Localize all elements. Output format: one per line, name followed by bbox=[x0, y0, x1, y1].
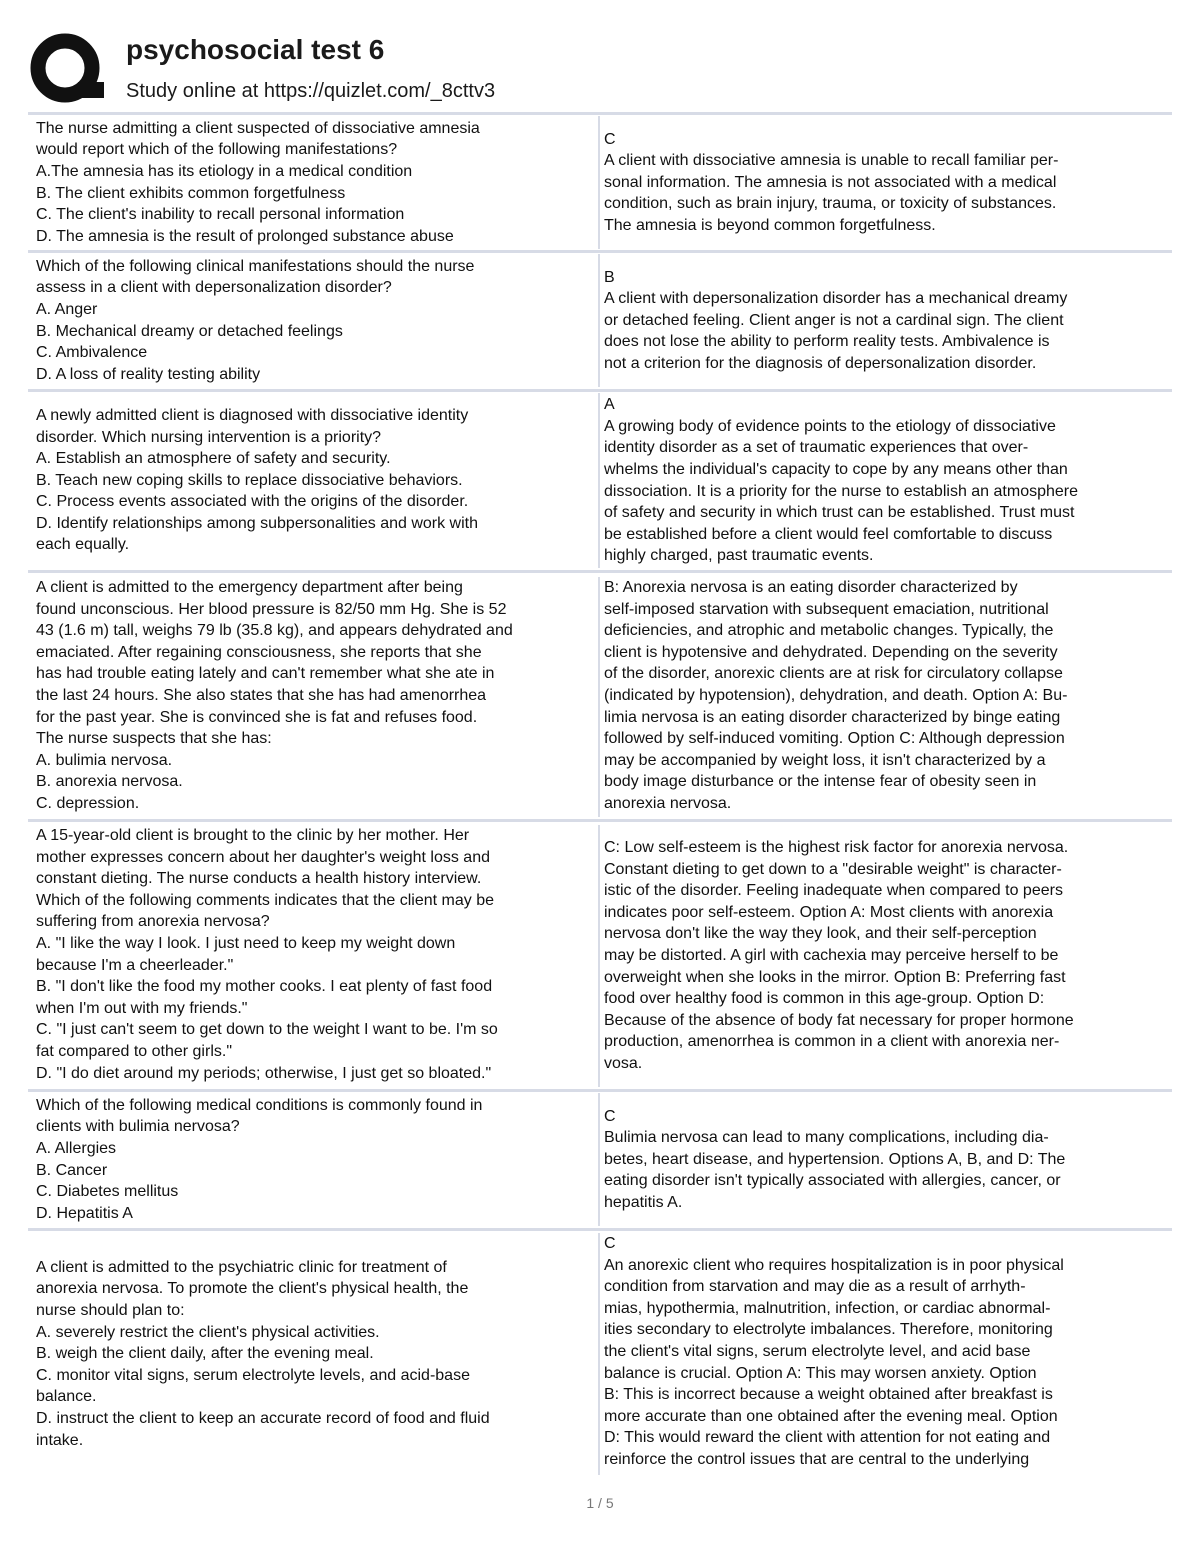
card-answer bbox=[604, 254, 1168, 387]
text-line: A bbox=[604, 396, 615, 414]
text-line: found unconscious. Her blood pressure is 82/50 mm Hg. She is 52 bbox=[36, 600, 507, 618]
text-line: Which of the following comments indicates that the client may be bbox=[36, 891, 494, 909]
text-line: A. Anger bbox=[36, 300, 98, 318]
text-line: C bbox=[604, 130, 616, 148]
card-question bbox=[36, 1093, 592, 1226]
text-line: condition from starvation and may die as a result of arrhyth- bbox=[604, 1278, 1026, 1296]
text-line: food over healthy food is common in this age-group. Option D: bbox=[604, 990, 1045, 1008]
card-answer bbox=[604, 393, 1168, 568]
text-line: followed by self-induced vomiting. Option C: Although depression bbox=[604, 730, 1065, 748]
text-line: of safety and security in which trust can be established. Trust must bbox=[604, 504, 1075, 522]
text-line: A client is admitted to the psychiatric clinic for treatment of bbox=[36, 1258, 447, 1276]
text-line: would report which of the following manifestations? bbox=[36, 141, 398, 159]
text-line: D. Hepatitis A bbox=[36, 1204, 133, 1222]
text-line: C. depression. bbox=[36, 794, 140, 812]
text-line: identity disorder as a set of traumatic experiences that over- bbox=[604, 439, 1029, 457]
text-line: client is hypotensive and dehydrated. Depending on the severity bbox=[604, 643, 1058, 661]
column-divider bbox=[598, 1093, 600, 1226]
flashcard bbox=[28, 1093, 1172, 1226]
text-line: be established before a client would feel comfortable to discuss bbox=[604, 525, 1053, 543]
flashcard bbox=[28, 577, 1172, 817]
text-line: more accurate than one obtained after the evening meal. Option bbox=[604, 1407, 1058, 1425]
text-line: because I'm a cheerleader." bbox=[36, 956, 234, 974]
column-divider bbox=[598, 393, 600, 568]
text-line: C. "I just can't seem to get down to the weight I want to be. I'm so bbox=[36, 1021, 498, 1039]
text-line: A client with depersonalization disorder has a mechanical dreamy bbox=[604, 290, 1068, 308]
page-number: 1 / 5 bbox=[586, 1495, 614, 1511]
text-line: suffering from anorexia nervosa? bbox=[36, 913, 270, 931]
text-line: D. A loss of reality testing ability bbox=[36, 365, 261, 383]
text-line: of the disorder, anorexic clients are at risk for circulatory collapse bbox=[604, 665, 1063, 683]
text-line: self-imposed starvation with subsequent emaciation, nutritional bbox=[604, 600, 1049, 618]
text-line: C. monitor vital signs, serum electrolyte levels, and acid-base bbox=[36, 1366, 470, 1384]
text-line: C. Ambivalence bbox=[36, 344, 148, 362]
divider bbox=[28, 1089, 1172, 1092]
text-line: A newly admitted client is diagnosed with dissociative identity bbox=[36, 406, 469, 424]
page-title: psychosocial test 6 bbox=[126, 34, 385, 65]
text-line: D. instruct the client to keep an accurate record of food and fluid bbox=[36, 1409, 490, 1427]
text-line: for the past year. She is convinced she is fat and refuses food. bbox=[36, 708, 478, 726]
column-divider bbox=[598, 254, 600, 387]
text-line: whelms the individual's capacity to cope by any means other than bbox=[604, 460, 1068, 478]
text-line: A growing body of evidence points to the etiology of dissociative bbox=[604, 417, 1056, 435]
text-line: production, amenorrhea is common in a client with anorexia ner- bbox=[604, 1033, 1060, 1051]
card-answer bbox=[604, 577, 1168, 817]
text-line: B. weigh the client daily, after the evening meal. bbox=[36, 1345, 374, 1363]
text-line: The amnesia is beyond common forgetfulness. bbox=[604, 216, 936, 234]
card-answer bbox=[604, 1233, 1168, 1475]
text-line: Bulimia nervosa can lead to many complications, including dia- bbox=[604, 1129, 1049, 1147]
text-line: A. "I like the way I look. I just need to keep my weight down bbox=[36, 934, 456, 952]
text-line: assess in a client with depersonalization disorder? bbox=[36, 279, 392, 297]
text-line: may be accompanied by weight loss, it isn't characterized by a bbox=[604, 751, 1046, 769]
text-line: (indicated by hypotension), dehydration, and death. Option A: Bu- bbox=[604, 686, 1068, 704]
text-line: anorexia nervosa. To promote the client's physical health, the bbox=[36, 1280, 469, 1298]
text-line: Constant dieting to get down to a "desirable weight" is character- bbox=[604, 860, 1062, 878]
divider bbox=[28, 389, 1172, 392]
text-line: highly charged, past traumatic events. bbox=[604, 547, 874, 565]
text-line: does not lose the ability to perform reality tests. Ambivalence is bbox=[604, 333, 1050, 351]
text-line: A. bulimia nervosa. bbox=[36, 751, 173, 769]
text-line: D. "I do diet around my periods; otherwise, I just get so bloated." bbox=[36, 1064, 492, 1082]
text-line: C. Diabetes mellitus bbox=[36, 1183, 179, 1201]
text-line: B. Teach new coping skills to replace dissociative behaviors. bbox=[36, 471, 463, 489]
text-line: indicates poor self-esteem. Option A: Most clients with anorexia bbox=[604, 903, 1054, 921]
card-question bbox=[36, 116, 592, 249]
text-line: when I'm out with my friends." bbox=[36, 999, 248, 1017]
text-line: balance. bbox=[36, 1388, 97, 1406]
text-line: may be distorted. A girl with cachexia may perceive herself to be bbox=[604, 946, 1059, 964]
text-line: sonal information. The amnesia is not associated with a medical bbox=[604, 173, 1057, 191]
text-line: C: Low self-esteem is the highest risk factor for anorexia nervosa. bbox=[604, 839, 1069, 856]
text-line: A. Establish an atmosphere of safety and security. bbox=[36, 450, 391, 468]
text-line: reinforce the control issues that are central to the underlying bbox=[604, 1450, 1030, 1468]
text-line: The nurse suspects that she has: bbox=[36, 730, 272, 748]
text-line: Which of the following medical conditions is commonly found in bbox=[36, 1096, 483, 1114]
quizlet-logo-icon bbox=[28, 30, 108, 110]
text-line: nervosa don't like the way they look, and their self-perception bbox=[604, 925, 1037, 943]
text-line: B bbox=[604, 268, 615, 286]
text-line: balance is crucial. Option A: This may worsen anxiety. Option bbox=[604, 1364, 1037, 1382]
text-line: disorder. Which nursing intervention is a priority? bbox=[36, 428, 382, 446]
column-divider bbox=[598, 577, 600, 817]
text-line: B. Mechanical dreamy or detached feelings bbox=[36, 322, 343, 340]
text-line: constant dieting. The nurse conducts a health history interview. bbox=[36, 870, 482, 888]
card-question bbox=[36, 393, 592, 568]
text-line: eating disorder isn't typically associated with allergies, cancer, or bbox=[604, 1172, 1061, 1190]
text-line: body image disturbance or the intense fear of obesity seen in bbox=[604, 773, 1037, 791]
text-line: B. Cancer bbox=[36, 1161, 108, 1179]
text-line: dissociation. It is a priority for the nurse to establish an atmosphere bbox=[604, 482, 1079, 500]
divider bbox=[28, 819, 1172, 822]
flashcard bbox=[28, 393, 1172, 568]
flashcard bbox=[28, 825, 1172, 1087]
text-line: A client with dissociative amnesia is unable to recall familiar per- bbox=[604, 152, 1059, 170]
divider bbox=[28, 1228, 1172, 1231]
page-header bbox=[28, 28, 1172, 108]
card-question bbox=[36, 577, 592, 817]
text-line: each equally. bbox=[36, 536, 130, 554]
text-line: C. The client's inability to recall personal information bbox=[36, 206, 405, 224]
card-answer bbox=[604, 116, 1168, 249]
text-line: B. The client exhibits common forgetfulness bbox=[36, 184, 346, 202]
column-divider bbox=[598, 116, 600, 249]
text-line: intake. bbox=[36, 1431, 84, 1449]
text-line: A. severely restrict the client's physical activities. bbox=[36, 1323, 380, 1341]
card-question bbox=[36, 825, 592, 1087]
divider bbox=[28, 570, 1172, 573]
divider bbox=[28, 112, 1172, 115]
text-line: istic of the disorder. Feeling inadequate when compared to peers bbox=[604, 882, 1063, 900]
text-line: anorexia nervosa. bbox=[604, 794, 732, 812]
text-line: B. "I don't like the food my mother cooks. I eat plenty of fast food bbox=[36, 978, 493, 996]
text-line: mias, hypothermia, malnutrition, infection, or cardiac abnormal- bbox=[604, 1299, 1051, 1317]
flashcard bbox=[28, 1233, 1172, 1475]
column-divider bbox=[598, 1233, 600, 1475]
text-line: Which of the following clinical manifestations should the nurse bbox=[36, 257, 475, 275]
text-line: 43 (1.6 m) tall, weighs 79 lb (35.8 kg), and appears dehydrated and bbox=[36, 622, 513, 640]
text-line: B: Anorexia nervosa is an eating disorder characterized by bbox=[604, 579, 1018, 596]
text-line: B. anorexia nervosa. bbox=[36, 773, 183, 791]
text-line: Because of the absence of body fat necessary for proper hormone bbox=[604, 1011, 1074, 1029]
text-line: nurse should plan to: bbox=[36, 1302, 185, 1320]
text-line: ities secondary to electrolyte imbalances. Therefore, monitoring bbox=[604, 1321, 1053, 1339]
text-line: B: This is incorrect because a weight obtained after breakfast is bbox=[604, 1386, 1053, 1404]
text-line: or detached feeling. Client anger is not a cardinal sign. The client bbox=[604, 311, 1064, 329]
text-line: hepatitis A. bbox=[604, 1193, 683, 1211]
text-line: D. Identify relationships among subpersonalities and work with bbox=[36, 514, 479, 532]
text-line: has had trouble eating lately and can't remember what she ate in bbox=[36, 665, 495, 683]
card-question bbox=[36, 254, 592, 387]
study-link[interactable]: Study online at https://quizlet.com/_8cttv3 bbox=[126, 80, 496, 102]
text-line: C bbox=[604, 1235, 616, 1252]
text-line: A 15-year-old client is brought to the clinic by her mother. Her bbox=[36, 827, 470, 844]
text-line: deficiencies, and atrophic and metabolic changes. Typically, the bbox=[604, 622, 1054, 640]
text-line: the client's vital signs, serum electrolyte level, and acid base bbox=[604, 1342, 1031, 1360]
text-line: overweight when she looks in the mirror. Option B: Preferring fast bbox=[604, 968, 1066, 986]
card-question bbox=[36, 1233, 592, 1475]
text-line: not a criterion for the diagnosis of depersonalization disorder. bbox=[604, 354, 1037, 372]
text-line: A client is admitted to the emergency department after being bbox=[36, 579, 463, 596]
text-line: vosa. bbox=[604, 1054, 643, 1072]
text-line: D. The amnesia is the result of prolonged substance abuse bbox=[36, 227, 454, 245]
text-line: D: This would reward the client with attention for not eating and bbox=[604, 1429, 1051, 1447]
text-line: A. Allergies bbox=[36, 1139, 117, 1157]
text-line: A.The amnesia has its etiology in a medical condition bbox=[36, 162, 413, 180]
text-line: C. Process events associated with the origins of the disorder. bbox=[36, 493, 469, 511]
text-line: mother expresses concern about her daughter's weight loss and bbox=[36, 848, 490, 866]
text-line: betes, heart disease, and hypertension. Options A, B, and D: The bbox=[604, 1150, 1066, 1168]
text-line: The nurse admitting a client suspected of dissociative amnesia bbox=[36, 119, 480, 137]
flashcard bbox=[28, 116, 1172, 249]
column-divider bbox=[598, 825, 600, 1087]
text-line: emaciated. After regaining consciousness, she reports that she bbox=[36, 643, 482, 661]
text-line: limia nervosa is an eating disorder characterized by binge eating bbox=[604, 708, 1061, 726]
text-line: clients with bulimia nervosa? bbox=[36, 1118, 240, 1136]
text-line: condition, such as brain injury, trauma, or toxicity of substances. bbox=[604, 195, 1057, 213]
card-answer bbox=[604, 825, 1168, 1087]
text-line: An anorexic client who requires hospitalization is in poor physical bbox=[604, 1256, 1064, 1274]
flashcard bbox=[28, 254, 1172, 387]
text-line: C bbox=[604, 1107, 616, 1125]
text-line: fat compared to other girls." bbox=[36, 1042, 232, 1060]
divider bbox=[28, 250, 1172, 253]
text-line: the last 24 hours. She also states that she has had amenorrhea bbox=[36, 686, 487, 704]
card-answer bbox=[604, 1093, 1168, 1226]
